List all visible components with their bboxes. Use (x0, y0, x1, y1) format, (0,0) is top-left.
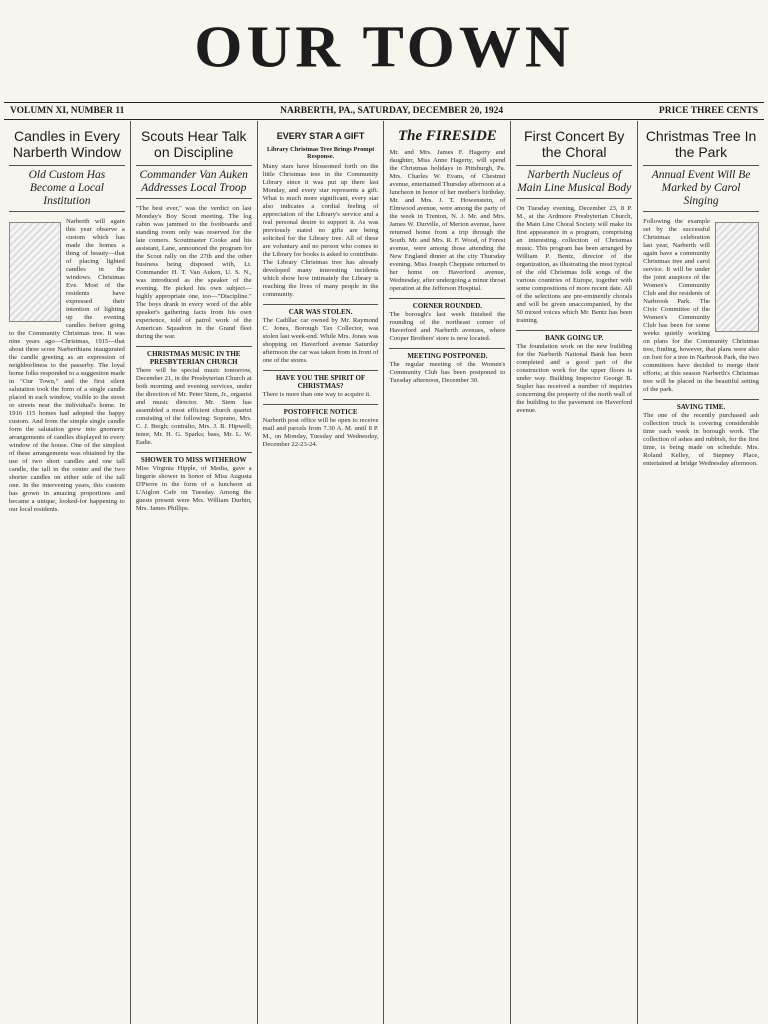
headline-scouts: Scouts Hear Talk on Discipline (140, 128, 247, 160)
subhead-scouts: Commander Van Auken Addresses Local Troop (136, 165, 252, 199)
article-columns (4, 121, 764, 1024)
section-divider (389, 348, 505, 349)
section-divider (643, 399, 759, 400)
article-body-bank: The foundation work on the new building for the Narberth National Bank has been completed and a good part of the construction work for the upper floors is under way. Building Inspector George B. Supler has received a number of inquiries concerning the property of the north wall of the building to the pavement on Haverford avenue. (516, 343, 633, 414)
article-body-candles: Narberth will again this year observe a custom which has made the homes a thing of beauty—that of placing lighted candles in the windows. Christmas Eve. Most of the residents have expressed their intention of lighting up the evening candles before going to the Community Christmas tree. It was nine years ago—Christmas, 1915—that about three score Narberthians inaugurated the candle greeting as an expression of neighborliness to the passerby. The loyal home folks responded to a suggestion made in "Our Town," and the first silent salutation took the form of a single candle placed in each window, visible to the street or streets near the individual's home. In 1916 115 homes had adopted the happy custom. And from the simple single candle form the salutation grew into gnomeric arrangements of candles displayed in every window of the house. One of the simplest of these arrangements was obtained by the use of two short candles and one tall candle, the tall in the center and the two shorter candles on either side of the tall one. In the intervening years, this custom has grown in amazing proportions and became a unique, looked-for happening to our local residents. (9, 218, 125, 513)
section-divider (263, 404, 379, 405)
column-star-gift (258, 121, 385, 1024)
section-head-shower: SHOWER TO MISS WITHEROW (140, 456, 247, 464)
volume-number: VOLUMN XI, NUMBER 11 (10, 106, 125, 116)
article-body-star-gift: Many stars have blossomed forth on the little Christmas tree in the Community Library since it was put up there last Monday, and every star represents a gift. What is much more significant, every star also indicates a cordial feeling of appreciation of the Library's service and a real personal desire to support it. As was previously stated no gifts are being solicited for the Library tree. All of these are voluntary and no person who comes to the Library for books is asked to contribute. The Library Christmas tree has already developed many interesting incidents which show how intimately the Library is reaching the lives of many people in the community. (262, 163, 379, 298)
section-head-spirit: HAVE YOU THE SPIRIT OF CHRISTMAS? (275, 374, 366, 390)
section-head-christmas-music: CHRISTMAS MUSIC IN THE PRESBYTERIAN CHURCH (147, 350, 241, 366)
newspaper-title: OUR TOWN (194, 15, 574, 80)
headline-christmas-tree: Christmas Tree In the Park (645, 128, 757, 160)
section-head-corner: CORNER ROUNDED. (412, 302, 483, 310)
article-body-concert: On Tuesday evening, December 23, 8 P. M., at the Ardmore Presbyterian Church, the Main Line Choral Society will make its first appearance in a program, comprising an interesting collection of Christmas music. This program has been arranged by William P. Bentz, director of the organization, as illustrating the most typical of the old Christmas folk songs of the various countries of Europe, together with some compositions of more recent date. All of the selections are pre-eminently chorals and will be given unaccompanied, by the 50 mixed voices which Mr. Bentz has been training. (516, 205, 633, 324)
dateline: NARBERTH, PA., SATURDAY, DECEMBER 20, 1924 (280, 106, 504, 116)
article-body-spirit: There is more than one way to acquire it. (262, 391, 371, 398)
section-divider (136, 346, 252, 347)
column-christmas-tree (638, 121, 764, 1024)
subhead-candles: Old Custom Has Become a Local Institution (9, 165, 125, 212)
headline-candles: Candles in Every Narberth Window (12, 128, 121, 160)
article-body-saving-time: The one of the recently purchased ash collection truck is covering considerable time each week in borough work. The collection of ashes and rubbish, for the first time, is being made on schedule. Mrs. Roland Kelley, of Stepney Place, entertained at bridge Wednesday afternoon. (643, 412, 759, 467)
headline-concert: First Concert By the Choral (524, 128, 625, 160)
column-candles (4, 121, 131, 1024)
section-divider (389, 298, 505, 299)
column-scouts (131, 121, 258, 1024)
column-concert (511, 121, 638, 1024)
section-head-postoffice: POSTOFFICE NOTICE (283, 408, 358, 416)
dateline-bar (4, 102, 764, 120)
subhead-concert: Narberth Nucleus of Main Line Musical Body (516, 165, 632, 199)
article-body-car-stolen: The Cadillac car owned by Mr. Raymond C. Jones, Borough Tax Collector, was stolen last week-end. While Mrs. Jones was shopping on Haverford avenue Saturday afternoon the car was taken from in front of one of the stores. (262, 317, 379, 364)
article-body-shower: Miss Virginia Hipple, of Media, gave a lingerie shower in honor of Miss Augusta D'Pierre in the form of a luncheon at L'Aiglon Cafe on Tuesday. Among the guests present were Mrs. William Durbin, Mrs. James Phillips. (135, 465, 252, 512)
section-head-meeting: MEETING POSTPONED. (407, 352, 488, 360)
article-body-fireside: Mr. and Mrs. James F. Hagerty and daughter, Miss Anne Hagerty, will spend the Christmas holidays in Pittsburgh, Pa. Mrs. Charles W. Evans, of Chestnut avenue, entertained Thursday afternoon at a luncheon in honor of her mother's birthday. Mr. and Mrs. J. T. Howenstein, of Elmwood avenue, were among the party of the week in Trenton, N. J. Mr. and Mrs. James W. Durville, of Merion avenue, have returned home from a trip through the South. Mr. and Mrs. R. F. Wood, of Forest avenue, were among those attending the New England dinner at the city Thursday evening. Miss Joseph Cheppate returned to her home on Haverford avenue, Wednesday, after undergoing a minor throat operation at the Jefferson Hospital. (389, 149, 506, 292)
article-body-meeting: The regular meeting of the Women's Community Club has been postponed to Tuesday afternoon, December 30. (389, 361, 506, 384)
section-head-bank: BANK GOING UP. (545, 334, 604, 342)
article-body-christmas-tree: Following the example set by the successful Christmas celebration last year, Narberth will again have a community Christmas tree and carol service. It will be under the joint auspices of the Women's Community Club and the residents of Narbrook Park. The Civic Committee of the Women's Community Club has been for some weeks quietly working on plans for the Community Christmas tree, finding, however, that plans were also on foot for a tree in Narbrook Park, the two committees have decided to merge their efforts; at this season Narberth's Christmas tree will be placed in the beautiful setting of the park. (643, 218, 759, 393)
section-divider (516, 330, 632, 331)
subhead-christmas-tree: Annual Event Will Be Marked by Carol Singing (643, 165, 759, 212)
article-body-postoffice: Narberth post office will be open to receive mail and parcels from 7.30 A. M. until 8 P. M., on Monday, Tuesday and Wednesday, December 22-23-24. (262, 417, 379, 448)
article-body-christmas-music: There will be special music tomorrow, December 21, in the Presbyterian Church at both morning and evening services, under the direction of Mr. Peter Stem, Jr., organist and music director. Mr. Stem has assembled a most efficient church quartet consisting of the following: Soprano, Mrs. C. J. Bergh; contralto, Mrs. J. B. Hipwell; tenor, Mr. H. G. Sparks; bass, Mr. L. W. Eadie. (135, 367, 252, 446)
article-body-corner: The borough's last week finished the rounding of the northeast corner of Haverford and Narberth avenues, where Cooper Brothers' store is now located. (389, 311, 506, 342)
kicker-star-gift: Library Christmas Tree Brings Prompt Response. (266, 146, 375, 160)
section-head-saving-time: SAVING TIME. (676, 403, 726, 411)
article-body-scouts: "The best ever," was the verdict on last Monday's Boy Scout meeting. The log cabin was jammed to the footboards and standing room only was reserved for the late comers. Scoutmaster Cooke and his assistant, Lane, announced the program for the Scout rally on the 27th and the other business being disposed with, Lt. Commander H. T. Van Auken, U. S. N., was introduced as the speaker of the evening. He picked his own subject—highly appropriate one, too—"Discipline." The boys drank in every word of the able speaker's gathering facts from his own experience, told of patrol work of the American Squadron in the Grand fleet during the war. (135, 205, 252, 340)
headline-fireside: The FIRESIDE (398, 128, 497, 144)
christmas-tree-illustration (715, 222, 759, 332)
masthead (0, 0, 768, 88)
section-divider (136, 452, 252, 453)
headline-star-gift: EVERY STAR A GIFT (276, 131, 365, 141)
price: PRICE THREE CENTS (658, 106, 758, 116)
section-divider (263, 370, 379, 371)
section-divider (263, 304, 379, 305)
column-fireside (384, 121, 511, 1024)
candle-window-illustration (9, 222, 61, 322)
section-head-car-stolen: CAR WAS STOLEN. (288, 308, 353, 316)
